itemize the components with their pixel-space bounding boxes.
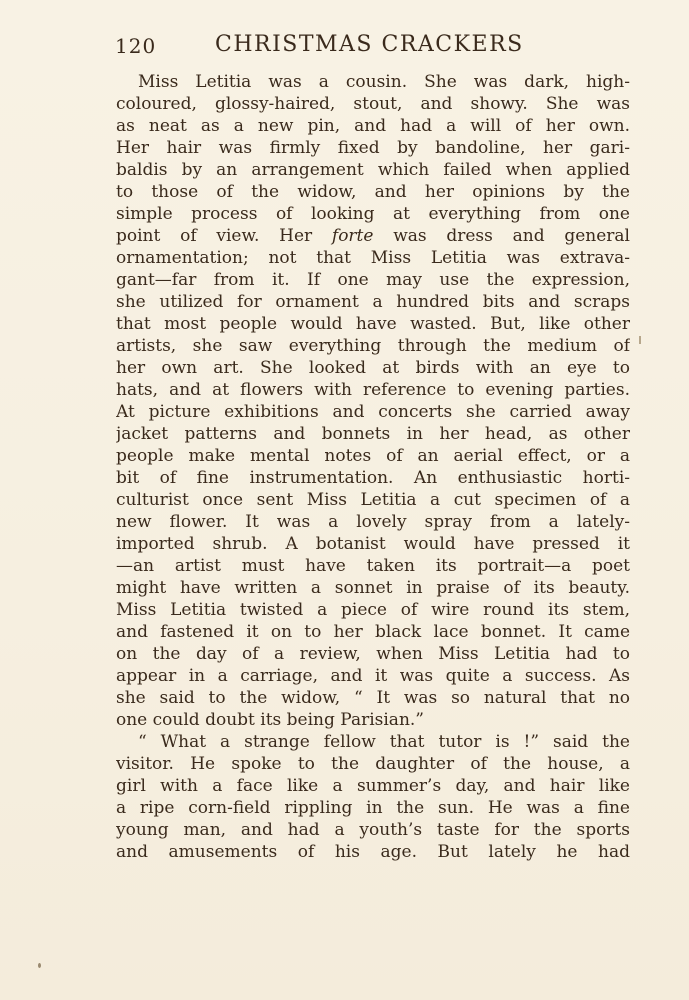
print-mark xyxy=(639,336,641,344)
text-line: young man, and had a youth’s taste for the sports xyxy=(116,820,630,840)
page-header xyxy=(115,30,635,62)
text-line: artists, she saw everything through the medium of xyxy=(116,336,630,356)
text-line: that most people would have wasted. But, like other xyxy=(116,314,630,334)
text-line: hats, and at flowers with reference to evening parties. xyxy=(116,380,630,400)
text-line: imported shrub. A botanist would have pressed it xyxy=(116,534,630,554)
paper-speck xyxy=(38,963,41,968)
text-line: and amusements of his age. But lately he had xyxy=(116,842,630,862)
page-number: 120 xyxy=(115,34,157,58)
text-line: baldis by an arrangement which failed when applied xyxy=(116,160,630,180)
text-line: bit of fine instrumentation. An enthusiastic horti- xyxy=(116,468,630,488)
text-line: appear in a carriage, and it was quite a success. As xyxy=(116,666,630,686)
text-line: she utilized for ornament a hundred bits and scraps xyxy=(116,292,630,312)
text-line: “ What a strange fellow that tutor is !” said the xyxy=(138,732,630,752)
text-line: coloured, glossy-haired, stout, and showy. She was xyxy=(116,94,630,114)
text-line: a ripe corn-field rippling in the sun. He was a fine xyxy=(116,798,630,818)
text-line: as neat as a new pin, and had a will of her own. xyxy=(116,116,630,136)
text-line: jacket patterns and bonnets in her head, as other xyxy=(116,424,630,444)
text-line: ornamentation; not that Miss Letitia was extrava- xyxy=(116,248,630,268)
text-line: Miss Letitia twisted a piece of wire round its stem, xyxy=(116,600,630,620)
text-line: one could doubt its being Parisian.” xyxy=(116,710,424,730)
running-head: CHRISTMAS CRACKERS xyxy=(215,32,524,57)
text-line: culturist once sent Miss Letitia a cut specimen of a xyxy=(116,490,630,510)
text-line: gant—far from it. If one may use the expression, xyxy=(116,270,630,290)
text-line: her own art. She looked at birds with an eye to xyxy=(116,358,630,378)
text-line: simple process of looking at everything from one xyxy=(116,204,630,224)
text-line: Miss Letitia was a cousin. She was dark, high- xyxy=(138,72,630,92)
text-line: people make mental notes of an aerial effect, or a xyxy=(116,446,630,466)
text-line: on the day of a review, when Miss Letitia had to xyxy=(116,644,630,664)
text-line: Her hair was firmly fixed by bandoline, her gari- xyxy=(116,138,630,158)
text-line: —an artist must have taken its portrait—a poet xyxy=(116,556,630,576)
text-line: might have written a sonnet in praise of its beauty. xyxy=(116,578,630,598)
text-line: and fastened it on to her black lace bonnet. It came xyxy=(116,622,630,642)
text-line: visitor. He spoke to the daughter of the house, a xyxy=(116,754,630,774)
text-line: new flower. It was a lovely spray from a lately- xyxy=(116,512,630,532)
body-text xyxy=(116,71,630,863)
text-line: point of view. Her forte was dress and general xyxy=(116,226,630,246)
text-line: At picture exhibitions and concerts she carried away xyxy=(116,402,630,422)
text-line: to those of the widow, and her opinions by the xyxy=(116,182,630,202)
text-line: she said to the widow, “ It was so natural that no xyxy=(116,688,630,708)
italic-word: forte xyxy=(331,226,374,246)
text-line: girl with a face like a summer’s day, and hair like xyxy=(116,776,630,796)
